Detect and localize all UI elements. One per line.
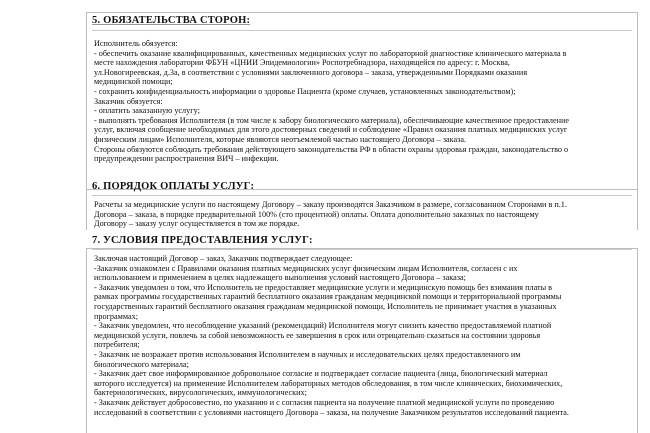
text-line: Договора – заказа, в порядке предварительной 100% (сто процентной) оплаты. Оплата дополнительно заказных по настоящему: [94, 209, 539, 219]
section-7-title: 7. УСЛОВИЯ ПРЕДОСТАВЛЕНИЯ УСЛУГ:: [92, 235, 313, 246]
text-line: физическим лицам» Исполнителя, которые являются неотъемлемой частью настоящего Договора – заказа.: [94, 134, 467, 144]
section-6-heading: [92, 181, 254, 192]
text-line: Исполнитель обязуется:: [94, 39, 178, 48]
text-line: - сохранить конфиденциальность информации о здоровье Пациента (кроме случаев, установленных законодательством);: [94, 86, 516, 96]
text-line: Расчеты за медицинские услуги по настоящему Договору – заказу производятся Заказчиком в размере, согласованном Сторонами в п.1.: [94, 200, 567, 209]
text-line: исследований в соответствии с условиями настоящего Договора – заказа, на получение Заказчиком результатов исследований пациента.: [94, 407, 569, 417]
section-6-title: 6. ПОРЯДОК ОПЛАТЫ УСЛУГ:: [92, 181, 255, 192]
text-line: Договору – заказу услуг осуществляется в том же порядке.: [94, 219, 300, 229]
text-line: - Заказчик действует добросовестно, по указанию и с согласия пациента на получение платной медицинской услуги по проведению: [94, 397, 555, 407]
section-5-body: [94, 39, 628, 164]
text-line: услуг, включая сообщение необходимых для этого достоверных сведений и соблюдение «Правил оказания платных медицинских услуг: [94, 125, 568, 135]
text-line: которого исследуется) на применение Исполнителем лабораторных методов обследования, в том числе клинических, биохимических,: [94, 378, 563, 388]
section-6-body: [94, 200, 628, 229]
text-line: медицинской услуги, повлечь за собой невозможность ее завершения в срок или отрицательно сказаться на состоянии здоровья: [94, 330, 541, 340]
divider: [92, 195, 632, 196]
section-7-body: [94, 254, 628, 417]
text-line: бактериологических, вирусологических, иммунологических;: [94, 388, 307, 398]
text-line: государственных гарантий бесплатного оказания гражданам медицинской помощи, Исполнитель не принимает участия в указанных: [94, 301, 557, 311]
text-line: использованием и применением в целях надлежащего выполнения условий настоящего Договора – заказа;: [94, 273, 466, 283]
text-line: потребителя;: [94, 340, 140, 350]
text-line: - Заказчик дает свое информированное добровольное согласие и подтверждает согласие пациента (лица, биологический материал: [94, 369, 548, 379]
text-line: ул.Новогиреевская, д.3а, в соответствии с условиями заключенного договора – заказа, утвержденными Порядками оказания: [94, 67, 528, 77]
text-line: - выполнять требования Исполнителя (в том числе к забору биологического материала), обеспечивающие качественное предоставление: [94, 115, 570, 125]
section-7-heading: [92, 235, 313, 246]
text-line: предупреждении распространения ВИЧ – инфекции.: [94, 154, 279, 164]
section-5-title: 5. ОБЯЗАТЕЛЬСТВА СТОРОН:: [92, 15, 251, 26]
section-5-heading: [92, 15, 250, 26]
text-line: - обеспечить оказание квалифицированных, качественных медицинских услуг по лабораторной диагностике клинического материала в: [94, 48, 567, 58]
divider: [92, 30, 632, 31]
text-line: - Заказчик не возражает против использования Исполнителем в научных и исследовательских целях предоставленного им: [94, 349, 521, 359]
text-line: рамках программы государственных гарантий бесплатного оказания гражданам медицинской помощи и территориальной программы: [94, 292, 562, 302]
text-line: - Заказчик уведомлен, что несоблюдение указаний (рекомендаций) Исполнителя могут снизить качество предоставляемой платной: [94, 321, 552, 331]
text-line: месте нахождения лаборатории ФБУН «ЦНИИ Эпидемиологии» Роспотребнадзора, находящейся по адресу: г. Москва,: [94, 58, 510, 68]
text-line: биологического материала;: [94, 359, 189, 369]
text-line: Стороны обязуются соблюдать требования действующего законодательства РФ в области охраны здоровья граждан, законодательство о: [94, 144, 569, 154]
text-line: -Заказчик ознакомлен с Правилами оказания платных медицинских услуг физическим лицам Исполнителя, согласен с их: [94, 263, 518, 273]
divider: [92, 249, 632, 250]
text-line: - Заказчик уведомлен о том, что Исполнитель не предоставляет медицинские услуги и медицинскую помощь без взимания платы в: [94, 282, 552, 292]
text-line: - оплатить заказанную услугу;: [94, 106, 200, 116]
text-line: Заключая настоящий Договор – заказ, Заказчик подтверждает следующее:: [94, 254, 353, 263]
text-line: программах;: [94, 311, 138, 321]
text-line: медицинской помощи;: [94, 77, 173, 87]
text-line: Заказчик обязуется:: [94, 96, 163, 106]
